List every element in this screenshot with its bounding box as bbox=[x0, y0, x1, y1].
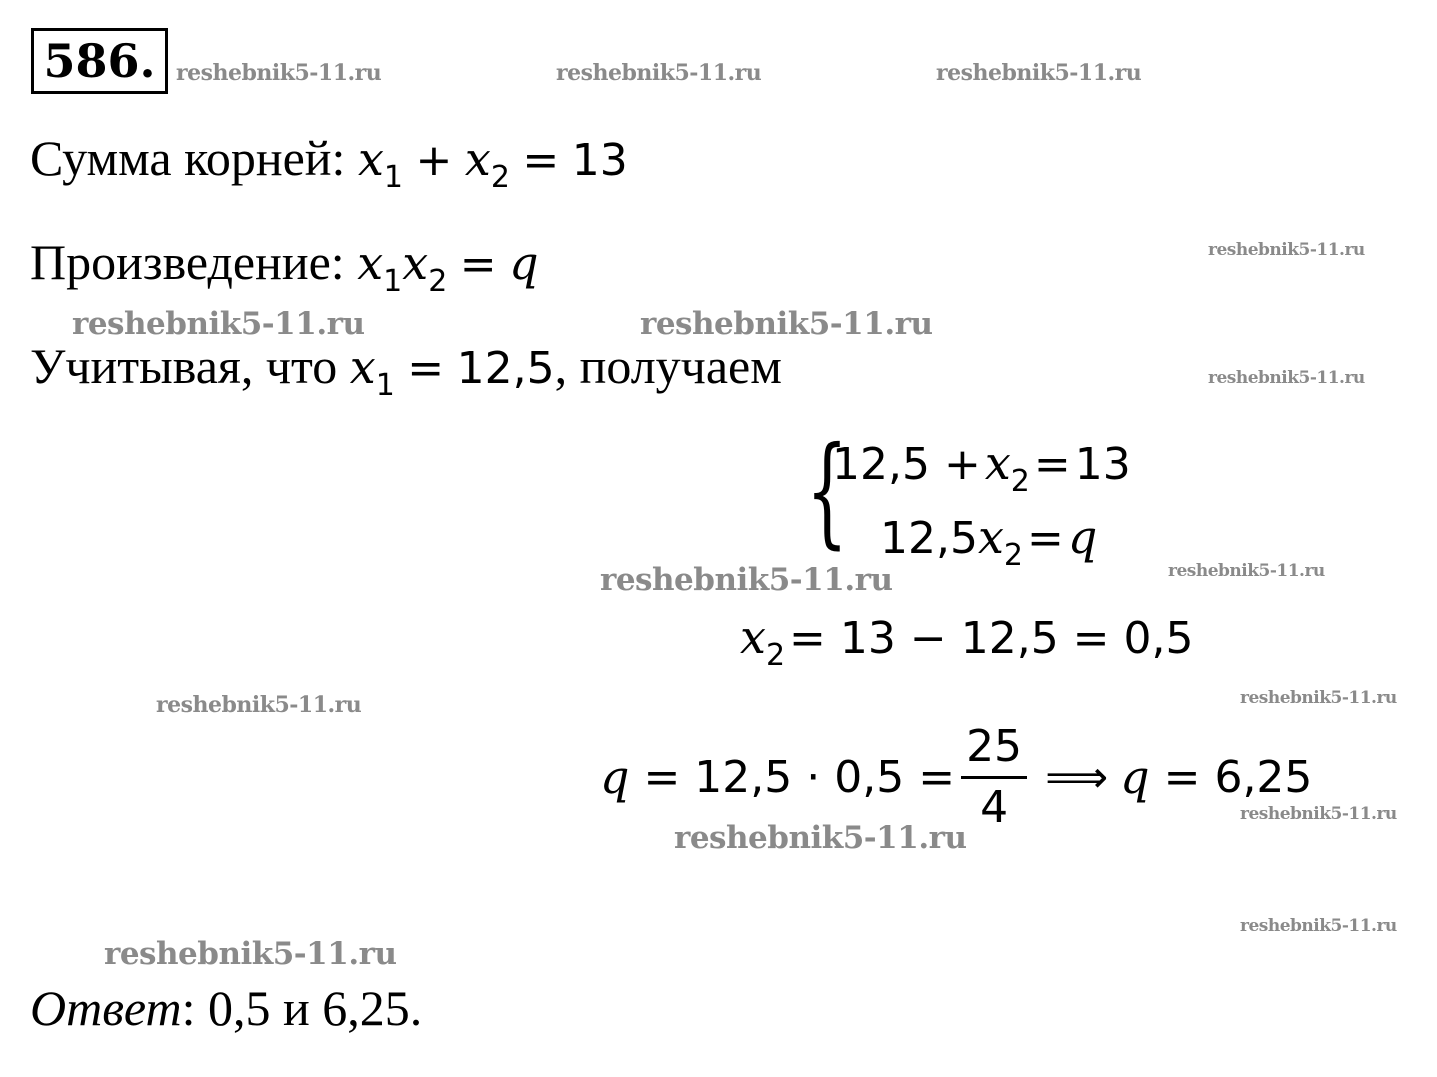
q-final: = 6,25 bbox=[1163, 751, 1313, 803]
product-label: Произведение: bbox=[30, 234, 345, 290]
watermark: reshebnik5-11.ru bbox=[104, 936, 397, 972]
implies-sign: ⟹ bbox=[1045, 751, 1109, 803]
var-q: q bbox=[1067, 510, 1098, 564]
q-equation bbox=[600, 712, 1312, 842]
answer-label: Ответ bbox=[30, 980, 182, 1036]
fraction-numerator: 25 bbox=[966, 720, 1023, 772]
subscript: 2 bbox=[428, 264, 448, 299]
subscript: 1 bbox=[383, 160, 403, 195]
x1-value: 12,5 bbox=[456, 343, 555, 394]
x2-rhs: = 13 − 12,5 = 0,5 bbox=[789, 613, 1194, 664]
subscript: 2 bbox=[1003, 538, 1024, 573]
equals-sign: = bbox=[522, 135, 560, 186]
subscript: 1 bbox=[383, 264, 403, 299]
sum-value: 13 bbox=[571, 135, 628, 186]
given-line bbox=[30, 336, 782, 416]
given-label: Учитывая, что bbox=[30, 338, 338, 394]
watermark: reshebnik5-11.ru bbox=[1240, 688, 1397, 708]
watermark: reshebnik5-11.ru bbox=[1208, 240, 1365, 260]
watermark: reshebnik5-11.ru bbox=[156, 692, 362, 718]
watermark: reshebnik5-11.ru bbox=[600, 562, 893, 598]
var-q: q bbox=[509, 236, 539, 290]
answer-value: 0,5 и 6,25. bbox=[207, 980, 423, 1036]
var-x: x bbox=[464, 132, 491, 186]
sum-line bbox=[30, 128, 628, 208]
watermark: reshebnik5-11.ru bbox=[674, 820, 967, 856]
watermark: reshebnik5-11.ru bbox=[72, 306, 365, 342]
var-x: x bbox=[740, 610, 766, 664]
equals-sign: = bbox=[459, 239, 497, 290]
subscript: 1 bbox=[375, 368, 395, 403]
var-x: x bbox=[402, 236, 429, 290]
var-x: x bbox=[984, 436, 1011, 490]
subscript: 2 bbox=[490, 160, 510, 195]
system-rhs: 13 bbox=[1074, 439, 1131, 490]
product-line bbox=[30, 232, 539, 312]
sum-label: Сумма корней: bbox=[30, 130, 346, 186]
system-row-2 bbox=[880, 510, 1097, 583]
given-suffix: , получаем bbox=[554, 338, 782, 394]
fraction bbox=[961, 722, 1027, 833]
system-brace: { bbox=[806, 422, 848, 561]
var-x: x bbox=[977, 510, 1004, 564]
plus-sign: + bbox=[415, 135, 453, 186]
q-lhs: = 12,5 · 0,5 = bbox=[643, 751, 956, 803]
var-x: x bbox=[357, 132, 384, 186]
watermark: reshebnik5-11.ru bbox=[1240, 916, 1397, 936]
subscript: 2 bbox=[1010, 464, 1030, 499]
equals-sign: = bbox=[1027, 513, 1064, 564]
equals-sign: = bbox=[1033, 439, 1071, 490]
x2-equation bbox=[740, 608, 1194, 685]
fraction-bar bbox=[961, 776, 1027, 779]
subscript: 2 bbox=[765, 638, 786, 673]
watermark: reshebnik5-11.ru bbox=[1208, 368, 1365, 388]
system-row-1 bbox=[832, 436, 1131, 509]
answer-line bbox=[30, 978, 422, 1038]
problem-number: 586. bbox=[31, 28, 168, 94]
system-lhs: 12,5 + bbox=[832, 439, 981, 490]
var-q: q bbox=[1120, 750, 1150, 804]
watermark: reshebnik5-11.ru bbox=[640, 306, 933, 342]
answer-colon: : bbox=[181, 980, 196, 1036]
var-x: x bbox=[349, 340, 376, 394]
system-lhs: 12,5 bbox=[880, 513, 978, 564]
watermark: reshebnik5-11.ru bbox=[1168, 561, 1325, 581]
watermark: reshebnik5-11.ru bbox=[1240, 804, 1397, 824]
var-q: q bbox=[600, 750, 630, 804]
watermark: reshebnik5-11.ru bbox=[556, 60, 762, 86]
var-x: x bbox=[357, 236, 384, 290]
watermark: reshebnik5-11.ru bbox=[176, 60, 382, 86]
equals-sign: = bbox=[407, 343, 445, 394]
watermark: reshebnik5-11.ru bbox=[936, 60, 1142, 86]
fraction-denominator: 4 bbox=[980, 781, 1009, 833]
